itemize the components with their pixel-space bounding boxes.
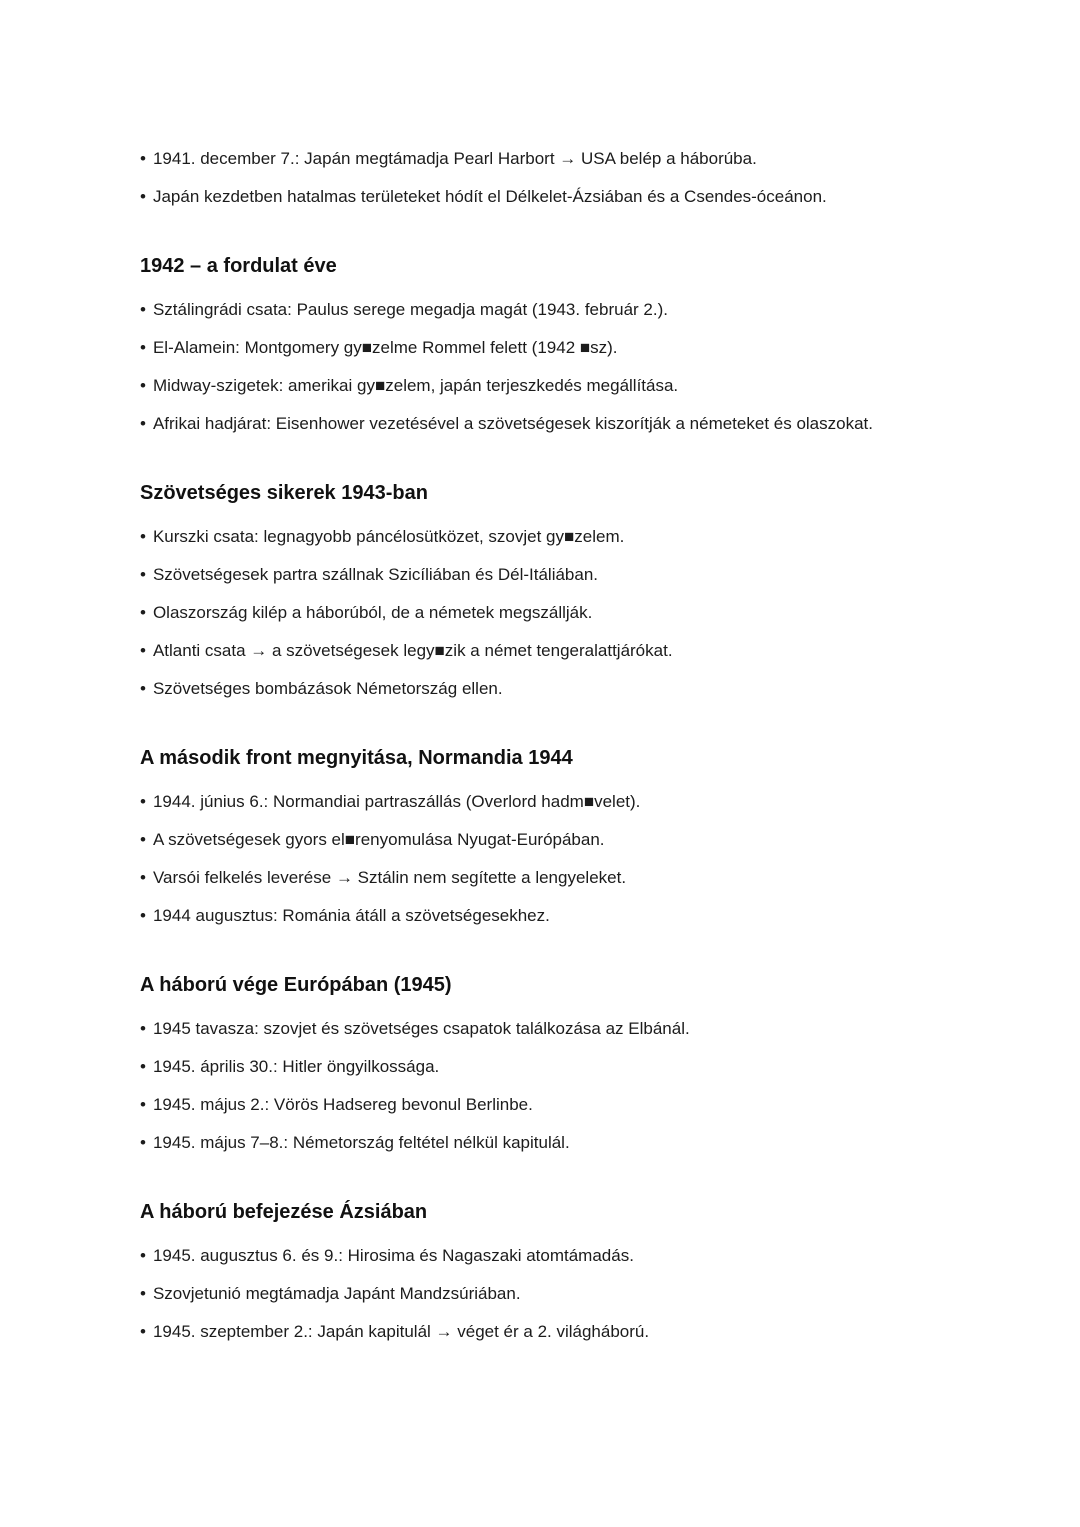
bullet-marker: • — [140, 792, 146, 811]
bullet-marker: • — [140, 414, 146, 433]
bullet-marker: • — [140, 830, 146, 849]
bullet-item — [140, 637, 895, 664]
bullet-text: Szövetséges bombázások Németország ellen. — [152, 679, 503, 698]
bullet-text: A szövetségesek gyors el■renyomulása Nyugat-Európában. — [152, 830, 605, 849]
bullet-marker: • — [140, 1057, 146, 1076]
bullet-text: 1945. április 30.: Hitler öngyilkossága. — [152, 1057, 440, 1076]
bullet-text: 1945. május 2.: Vörös Hadsereg bevonul Berlinbe. — [152, 1095, 533, 1114]
bullet-text: 1945. május 7–8.: Németország feltétel nélkül kapitulál. — [152, 1133, 570, 1152]
bullet-item — [140, 1280, 895, 1307]
document-content — [140, 145, 895, 1345]
bullet-item — [140, 1129, 895, 1156]
section-heading: A háború befejezése Ázsiában — [140, 1201, 428, 1223]
bullet-item — [140, 675, 895, 702]
bullet-marker: • — [140, 149, 146, 168]
bullet-marker: • — [140, 300, 146, 319]
bullet-text: Szovjetunió megtámadja Japánt Mandzsúriában. — [152, 1284, 521, 1303]
bullet-marker: • — [140, 187, 146, 206]
bullet-marker: • — [140, 641, 146, 660]
bullet-item — [140, 145, 895, 172]
bullet-text: 1945. augusztus 6. és 9.: Hirosima és Nagaszaki atomtámadás. — [152, 1246, 634, 1265]
bullet-item — [140, 1091, 895, 1118]
bullet-item — [140, 1053, 895, 1080]
bullet-item — [140, 523, 895, 550]
bullet-item — [140, 372, 895, 399]
bullet-item — [140, 599, 895, 626]
bullet-text: Afrikai hadjárat: Eisenhower vezetésével a szövetségesek kiszorítják a németeket és olaszokat. — [152, 414, 873, 433]
bullet-text: Sztálingrádi csata: Paulus serege megadja magát (1943. február 2.). — [152, 300, 668, 319]
bullet-text: 1945. szeptember 2.: Japán kapitulál → véget ér a 2. világháború. — [152, 1322, 650, 1341]
bullet-item — [140, 334, 895, 361]
bullet-marker: • — [140, 679, 146, 698]
bullet-text: Kurszki csata: legnagyobb páncélosütközet, szovjet gy■zelem. — [152, 527, 625, 546]
bullet-item — [140, 788, 895, 815]
bullet-item — [140, 183, 895, 210]
bullet-marker: • — [140, 1322, 146, 1341]
bullet-text: 1945 tavasza: szovjet és szövetséges csapatok találkozása az Elbánál. — [152, 1019, 690, 1038]
bullet-text: Japán kezdetben hatalmas területeket hódít el Délkelet-Ázsiában és a Csendes-óceánon. — [152, 187, 827, 206]
bullet-marker: • — [140, 527, 146, 546]
bullet-marker: • — [140, 868, 146, 887]
bullet-marker: • — [140, 1133, 146, 1152]
bullet-item — [140, 864, 895, 891]
bullet-text: 1941. december 7.: Japán megtámadja Pearl Harbort → USA belép a háborúba. — [152, 149, 757, 168]
section-heading: 1942 – a fordulat éve — [140, 255, 337, 277]
bullet-text: El-Alamein: Montgomery gy■zelme Rommel felett (1942 ■sz). — [152, 338, 618, 357]
bullet-item — [140, 1242, 895, 1269]
section-heading: A második front megnyitása, Normandia 1944 — [140, 747, 573, 769]
bullet-marker: • — [140, 1095, 146, 1114]
bullet-marker: • — [140, 376, 146, 395]
bullet-text: 1944 augusztus: Románia átáll a szövetségesekhez. — [152, 906, 550, 925]
bullet-text: Olaszország kilép a háborúból, de a németek megszállják. — [152, 603, 593, 622]
bullet-marker: • — [140, 1246, 146, 1265]
bullet-item — [140, 826, 895, 853]
bullet-marker: • — [140, 565, 146, 584]
section-heading: A háború vége Európában (1945) — [140, 974, 452, 996]
bullet-text: Midway-szigetek: amerikai gy■zelem, japán terjeszkedés megállítása. — [152, 376, 679, 395]
bullet-item — [140, 410, 895, 437]
bullet-text: Varsói felkelés leverése → Sztálin nem segítette a lengyeleket. — [152, 868, 627, 887]
bullet-marker: • — [140, 1284, 146, 1303]
bullet-text: Atlanti csata → a szövetségesek legy■zik a német tengeralattjárókat. — [152, 641, 673, 660]
bullet-marker: • — [140, 1019, 146, 1038]
bullet-item — [140, 561, 895, 588]
bullet-item — [140, 902, 895, 929]
bullet-item — [140, 296, 895, 323]
bullet-item — [140, 1015, 895, 1042]
bullet-marker: • — [140, 603, 146, 622]
bullet-text: Szövetségesek partra szállnak Szicíliában és Dél-Itáliában. — [152, 565, 599, 584]
bullet-text: 1944. június 6.: Normandiai partraszállás (Overlord hadm■velet). — [152, 792, 641, 811]
section-heading: Szövetséges sikerek 1943-ban — [140, 482, 428, 504]
bullet-marker: • — [140, 906, 146, 925]
bullet-marker: • — [140, 338, 146, 357]
bullet-item — [140, 1318, 895, 1345]
